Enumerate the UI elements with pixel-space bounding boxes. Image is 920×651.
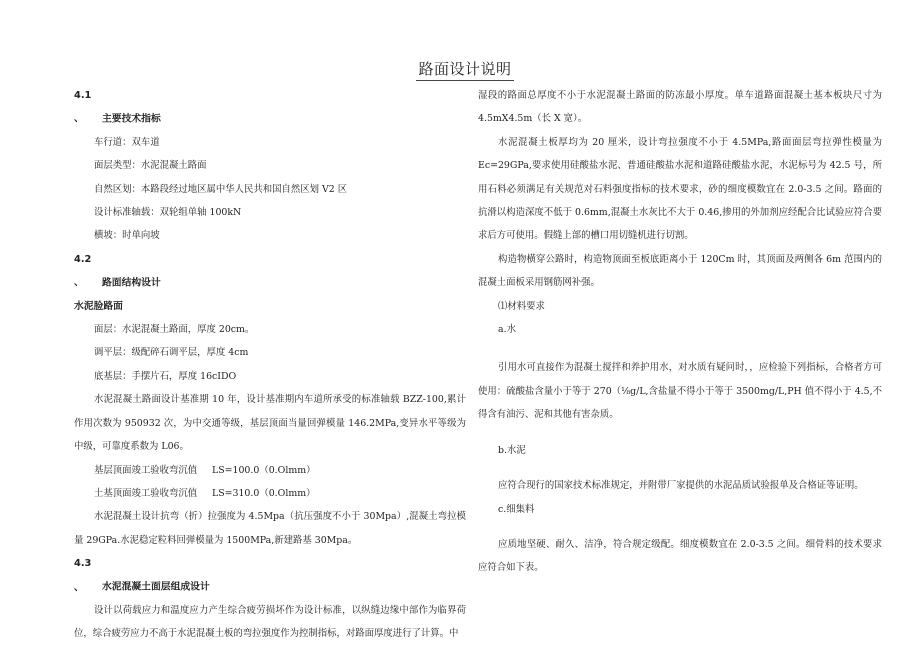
section-heading-4-3: 4.3 、 水泥混凝土面层组成设计	[74, 558, 210, 593]
paragraph: 设计标准轴载：双轮组单轴 100kN	[94, 207, 242, 219]
paragraph: 水泥混凝土设计抗弯（折）拉强度为 4.5Mpa（抗压强度不小于 30Mpa）,混凝土弯拉模量 29GPa.水泥稳定粒料回弹模量为 1500MPa,新建路基 30Mpa。	[74, 511, 466, 546]
paragraph: 应符合现行的国家技术标准规定，并附带厂家提供的水泥品质试验报单及合格证等证明。	[498, 480, 864, 492]
deflection-row-subgrade: 土基顶面竣工验收弯沉值 LS=310.0（0.Olmm）	[94, 487, 316, 499]
list-label: a.水	[498, 324, 516, 336]
paragraph: 水泥混凝土路面设计基准期 10 年，设计基准期内车道所承受的标准轴载 BZZ-100,累计作用次数为 950932 次，为中交通等级，基层顶面当量回弹模量 146.2MPa,变异水平等级为中级，可靠度系数为 L06。	[74, 394, 466, 453]
section-heading-4-2: 4.2 、 路面结构设计	[74, 253, 161, 289]
paragraph: 引用水可直接作为混凝土搅拌和养护用水，对水质有疑问时，，应检验下列指标，合格者方可使用：硫酸盐含量小于等于 270（⅛g/L,含盐量不得小于等于 3500mg/L,PH 值不得小于 4.5,不得含有油污、泥和其他有害杂质。	[478, 362, 882, 421]
paragraph: 构造物横穿公路时，构造物顶面至板底距离小于 120Cm 时，其顶面及两侧各 6m 范围内的混凝土面板采用钢筋网补强。	[478, 253, 882, 289]
paragraph: 面层类型：水泥混凝土路面	[94, 160, 207, 172]
paragraph: 自然区划：本路段经过地区属中华人民共和国自然区划 V2 区	[94, 183, 348, 195]
list-label: b.水泥	[498, 444, 526, 456]
deflection-row-base: 基层顶面竣工验收弯沉值 LS=100.0（0.Olmm）	[94, 464, 316, 476]
paragraph: 调平层：级配碎石调平层，厚度 4cm	[94, 347, 249, 359]
paragraph: 水泥混凝土板厚均为 20 厘米，设计弯拉强度不小于 4.5MPa,路面面层弯拉弹性模量为 Ec=29GPa,要求使用硅酸盐水泥、普通硅酸盐水泥和道路硅酸盐水泥，水泥标号为 42.5 号，所用石料必须满足有关规范对石料强度指标的技术要求，砂的细度模数宜在 2.0-3.5 之间。路面的抗滑以构造深度不低于 0.6mm,混凝土水灰比不大于 0.46,掺用的外加剂应经配合比试验应符合要求后方可使用。假缝上部的槽口用切缝机进行切割。	[478, 136, 882, 242]
paragraph: 设计以荷载应力和温度应力产生综合疲劳损坏作为设计标准，以纵缝边缘中部作为临界荷位，综合疲劳应力不高于水泥混凝土板的弯拉强度作为控制指标，对路面厚度进行了计算。中	[74, 604, 466, 640]
paragraph: 车行道：双车道	[94, 136, 160, 148]
paragraph: 面层：水泥混凝土路面，厚度 20cm。	[94, 324, 255, 336]
subsection-heading: 水泥脸路面	[74, 300, 123, 312]
page-title: 路面设计说明	[0, 58, 920, 79]
left-column	[74, 84, 466, 646]
paragraph: 应质地坚硬、耐久、洁净，符合规定级配。细度模数宜在 2.0-3.5 之间。细骨料的技术要求应符合如下表。	[478, 538, 882, 574]
paragraph: 湿段的路面总厚度不小于水泥混凝土路面的防冻最小厚度。单车道路面混凝土基本板块尺寸为 4.5mX4.5m（长 X 宽）。	[478, 90, 882, 125]
paragraph: 底基层：手摆片石，厚度 16cIDO	[94, 370, 237, 382]
list-label: c.细集料	[498, 503, 535, 515]
right-column	[478, 84, 882, 580]
list-label: ⑴材料要求	[498, 300, 545, 312]
section-heading-4-1: 4.1 、 主要技术指标	[74, 90, 161, 125]
paragraph: 横坡：时单向坡	[94, 230, 160, 242]
